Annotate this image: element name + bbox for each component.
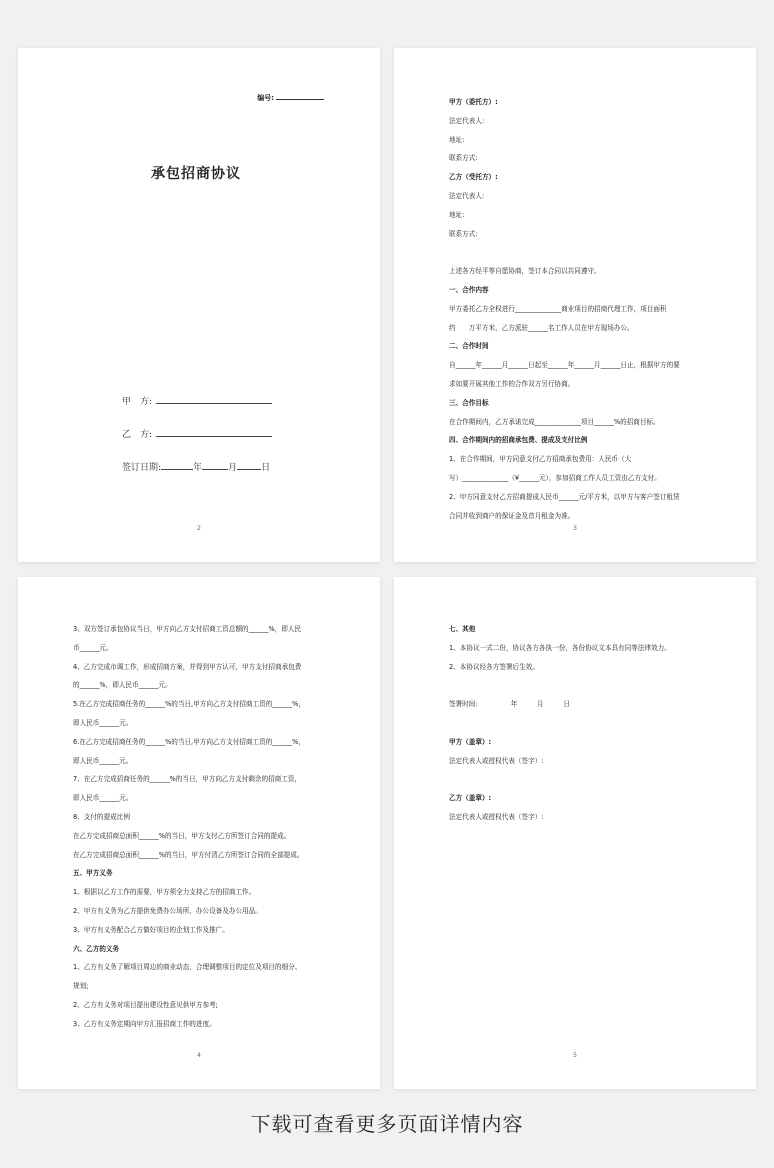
body-text-line: 即人民币______元。	[73, 756, 133, 765]
month-label: 月	[228, 463, 238, 473]
body-text-line: 即人民币______元。	[73, 794, 133, 803]
serial-number-field	[257, 93, 324, 103]
body-text-line: 法定代表人:	[449, 116, 485, 125]
body-text-line: 在乙方完成招商总面积______%的当日，甲方支付乙方所签订合同的提成。	[73, 831, 291, 840]
document-page-2	[394, 48, 756, 562]
body-text-line: 3、乙方有义务定期向甲方汇报招商工作的进度。	[73, 1019, 216, 1028]
body-text-line: 法定代表人:	[449, 191, 485, 200]
body-text-line: 地址:	[449, 135, 465, 144]
body-text-line: 上述各方经平等自愿协商，签订本合同以共同遵守。	[449, 267, 601, 276]
section-heading: 乙方（受托方）:	[449, 173, 498, 182]
section-heading: 三、合作目标	[449, 398, 489, 407]
body-text-line: 1、在合作期间，甲方同意支付乙方招商承包费用：人民币（大	[449, 455, 632, 464]
section-heading: 四、合作期间内的招商承包费、提成及支付比例	[449, 436, 588, 445]
body-text-line: 3、双方签订承包协议当日，甲方向乙方支付招商工资总额的______%，即人民	[73, 625, 302, 633]
body-text-line: 法定代表人或授权代表（签字）:	[449, 812, 544, 821]
sign-date-line	[122, 460, 270, 473]
body-text-line: 自______年______月______日起至______年______月______日止，根据甲方的要	[449, 361, 680, 370]
body-text-line: 联系方式:	[449, 229, 478, 238]
body-text-line: 1、本协议一式二份，协议各方各执一份，各份协议文本具有同等法律效力。	[449, 643, 671, 652]
serial-number-underline	[276, 94, 324, 100]
body-text-line	[449, 770, 716, 789]
section-heading: 二、合作时间	[449, 342, 489, 351]
body-text-line	[449, 243, 716, 262]
party-a-signature-line	[122, 394, 272, 407]
body-text-line: 规划;	[73, 982, 89, 991]
body-text-line: 地址:	[449, 210, 465, 219]
body-text-line: 写）______________（¥______元），参加招商工作人员工资由乙方支付。	[449, 473, 661, 482]
page-number: 3	[573, 525, 577, 532]
year-underline	[161, 462, 193, 470]
body-text-line: 2、本协议经各方签署后生效。	[449, 662, 539, 671]
body-text-line	[449, 714, 716, 733]
party-a-label: 甲 方:	[122, 397, 153, 407]
day-underline	[237, 462, 261, 470]
document-page-cover	[18, 48, 380, 562]
document-page-3	[18, 577, 380, 1089]
section-heading: 乙方（盖章）:	[449, 794, 492, 803]
page-4-body	[449, 620, 716, 827]
sign-date-label: 签订日期:	[122, 463, 162, 473]
party-a-underline	[156, 396, 272, 404]
section-heading: 七、其他	[449, 625, 476, 633]
document-title: 承包招商协议	[151, 166, 241, 182]
document-page-4	[394, 577, 756, 1089]
body-text-line: 2、甲方同意支付乙方招商提成人民币______元/平方米，以甲方与客户签订租赁	[449, 492, 680, 501]
body-text-line	[449, 676, 716, 695]
page-3-body	[73, 620, 340, 1034]
body-text-line: 合同并收到商户的保证金及首月租金为准。	[449, 511, 575, 520]
body-text-line: 即人民币______元。	[73, 718, 133, 727]
body-text-line: 8、支付的提成比例	[73, 812, 130, 821]
year-label: 年	[193, 463, 203, 473]
party-b-signature-line	[122, 427, 272, 440]
body-text-line: 在合作期间内，乙方承诺完成______________项目______%的招商目标。	[449, 417, 660, 426]
body-text-line: 1、乙方有义务了解项目周边的商业动态，合理调整项目的定位及项目的细分、	[73, 963, 302, 972]
section-heading: 一、合作内容	[449, 285, 489, 294]
body-text-line: 的______%，即人民币______元。	[73, 681, 172, 690]
body-text-line: 在乙方完成招商总面积______%的当日，甲方付清乙方所签订合同的全部提成。	[73, 850, 304, 859]
party-b-underline	[156, 429, 272, 437]
body-text-line: 6.在乙方完成招商任务的______%的当日,甲方向乙方支付招商工资的______%，	[73, 737, 305, 746]
page-number: 4	[197, 1052, 201, 1059]
body-text-line: 签署时间: 年 月 日	[449, 700, 570, 709]
body-text-line: 币______元。	[73, 643, 113, 652]
body-text-line: 1、根据以乙方工作的需要，甲方须全力支持乙方的招商工作。	[73, 888, 256, 897]
section-heading: 甲方（委托方）:	[449, 98, 498, 106]
body-text-line: 2、甲方有义务为乙方提供免费办公场所、办公设备及办公用品。	[73, 906, 262, 915]
page-number: 2	[197, 525, 201, 532]
body-text-line: 求如要开展其他工作的合作双方另行协商。	[449, 379, 575, 388]
body-text-line: 5.在乙方完成招商任务的______%的当日,甲方向乙方支付招商工资的______%，	[73, 700, 305, 709]
body-text-line: 法定代表人或授权代表（签字）:	[449, 756, 544, 765]
page-2-body	[449, 93, 716, 525]
body-text-line: 2、乙方有义务对项目提出建设性意见供甲方参考;	[73, 1000, 218, 1009]
download-more-banner[interactable]: 下载可查看更多页面详情内容	[250, 1112, 524, 1136]
section-heading: 五、甲方义务	[73, 869, 113, 878]
body-text-line: 联系方式:	[449, 154, 478, 163]
page-number: 5	[573, 1052, 577, 1059]
body-text-line: 7、在乙方完成招商任务的______%的当日，甲方向乙方支付剩余的招商工资，	[73, 775, 302, 784]
party-b-label: 乙 方:	[122, 430, 153, 440]
body-text-line: 约 万平方米，乙方派驻______名工作人员在甲方现场办公。	[449, 323, 634, 332]
body-text-line: 3、甲方有义务配合乙方做好项目的企划工作及推广。	[73, 925, 229, 934]
day-label: 日	[261, 463, 271, 473]
section-heading: 六、乙方的义务	[73, 944, 120, 953]
serial-number-label: 编号:	[257, 94, 274, 102]
body-text-line: 甲方委托乙方全权进行______________商业项目的招商代理工作，项目面积	[449, 304, 667, 313]
month-underline	[202, 462, 228, 470]
section-heading: 甲方（盖章）:	[449, 737, 492, 746]
body-text-line: 4、乙方完成市调工作，形成招商方案，并得到甲方认可，甲方支付招商承包费	[73, 662, 302, 671]
